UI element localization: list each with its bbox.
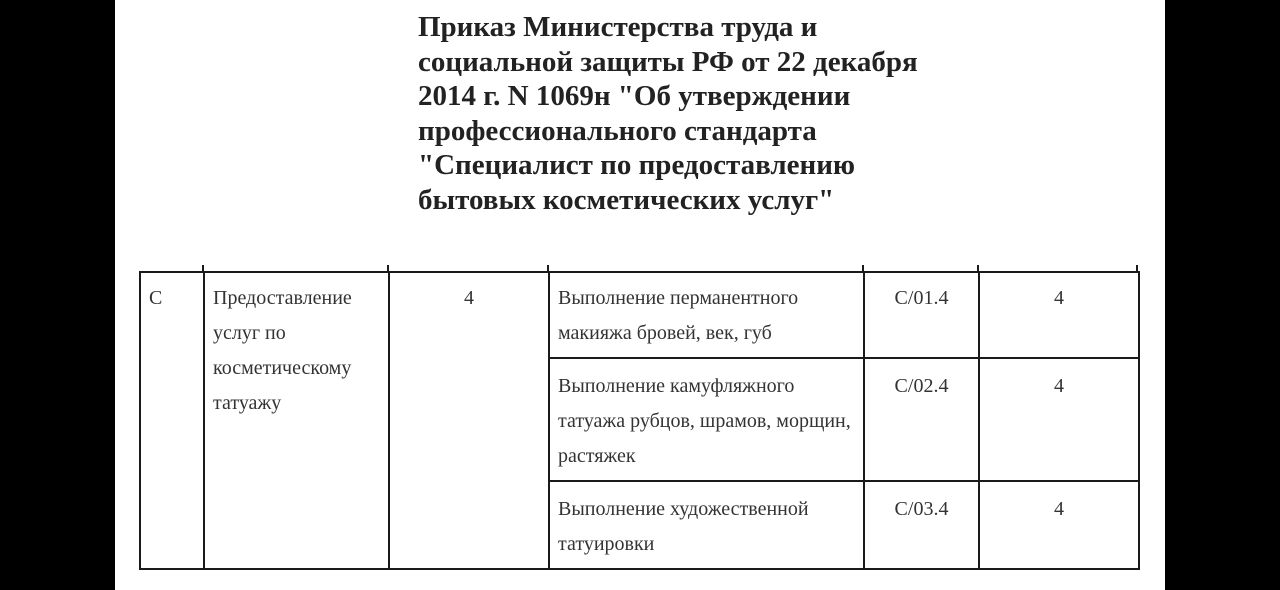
- generalized-function-code: C: [140, 271, 204, 569]
- labor-function-code: C/01.4: [864, 271, 979, 358]
- labor-function-name: Выполнение художественной татуировки: [549, 481, 864, 569]
- document-page: [115, 0, 1165, 590]
- generalized-function-name: Предоставление услуг по косметическому татуажу: [204, 271, 389, 569]
- table-row: [140, 271, 1139, 358]
- qualification-level: 4: [389, 271, 549, 569]
- labor-function-code: C/02.4: [864, 358, 979, 481]
- labor-function-code: C/03.4: [864, 481, 979, 569]
- labor-function-level: 4: [979, 271, 1139, 358]
- labor-functions-table: [139, 271, 1140, 570]
- labor-function-level: 4: [979, 358, 1139, 481]
- labor-function-name: Выполнение перманентного макияжа бровей, век, губ: [549, 271, 864, 358]
- document-title: Приказ Министерства труда и социальной защиты РФ от 22 декабря 2014 г. N 1069н "Об утверждении профессионального стандарта "Специалист по предоставлению бытовых косметических услуг": [418, 11, 918, 216]
- labor-function-level: 4: [979, 481, 1139, 569]
- labor-function-name: Выполнение камуфляжного татуажа рубцов, шрамов, морщин, растяжек: [549, 358, 864, 481]
